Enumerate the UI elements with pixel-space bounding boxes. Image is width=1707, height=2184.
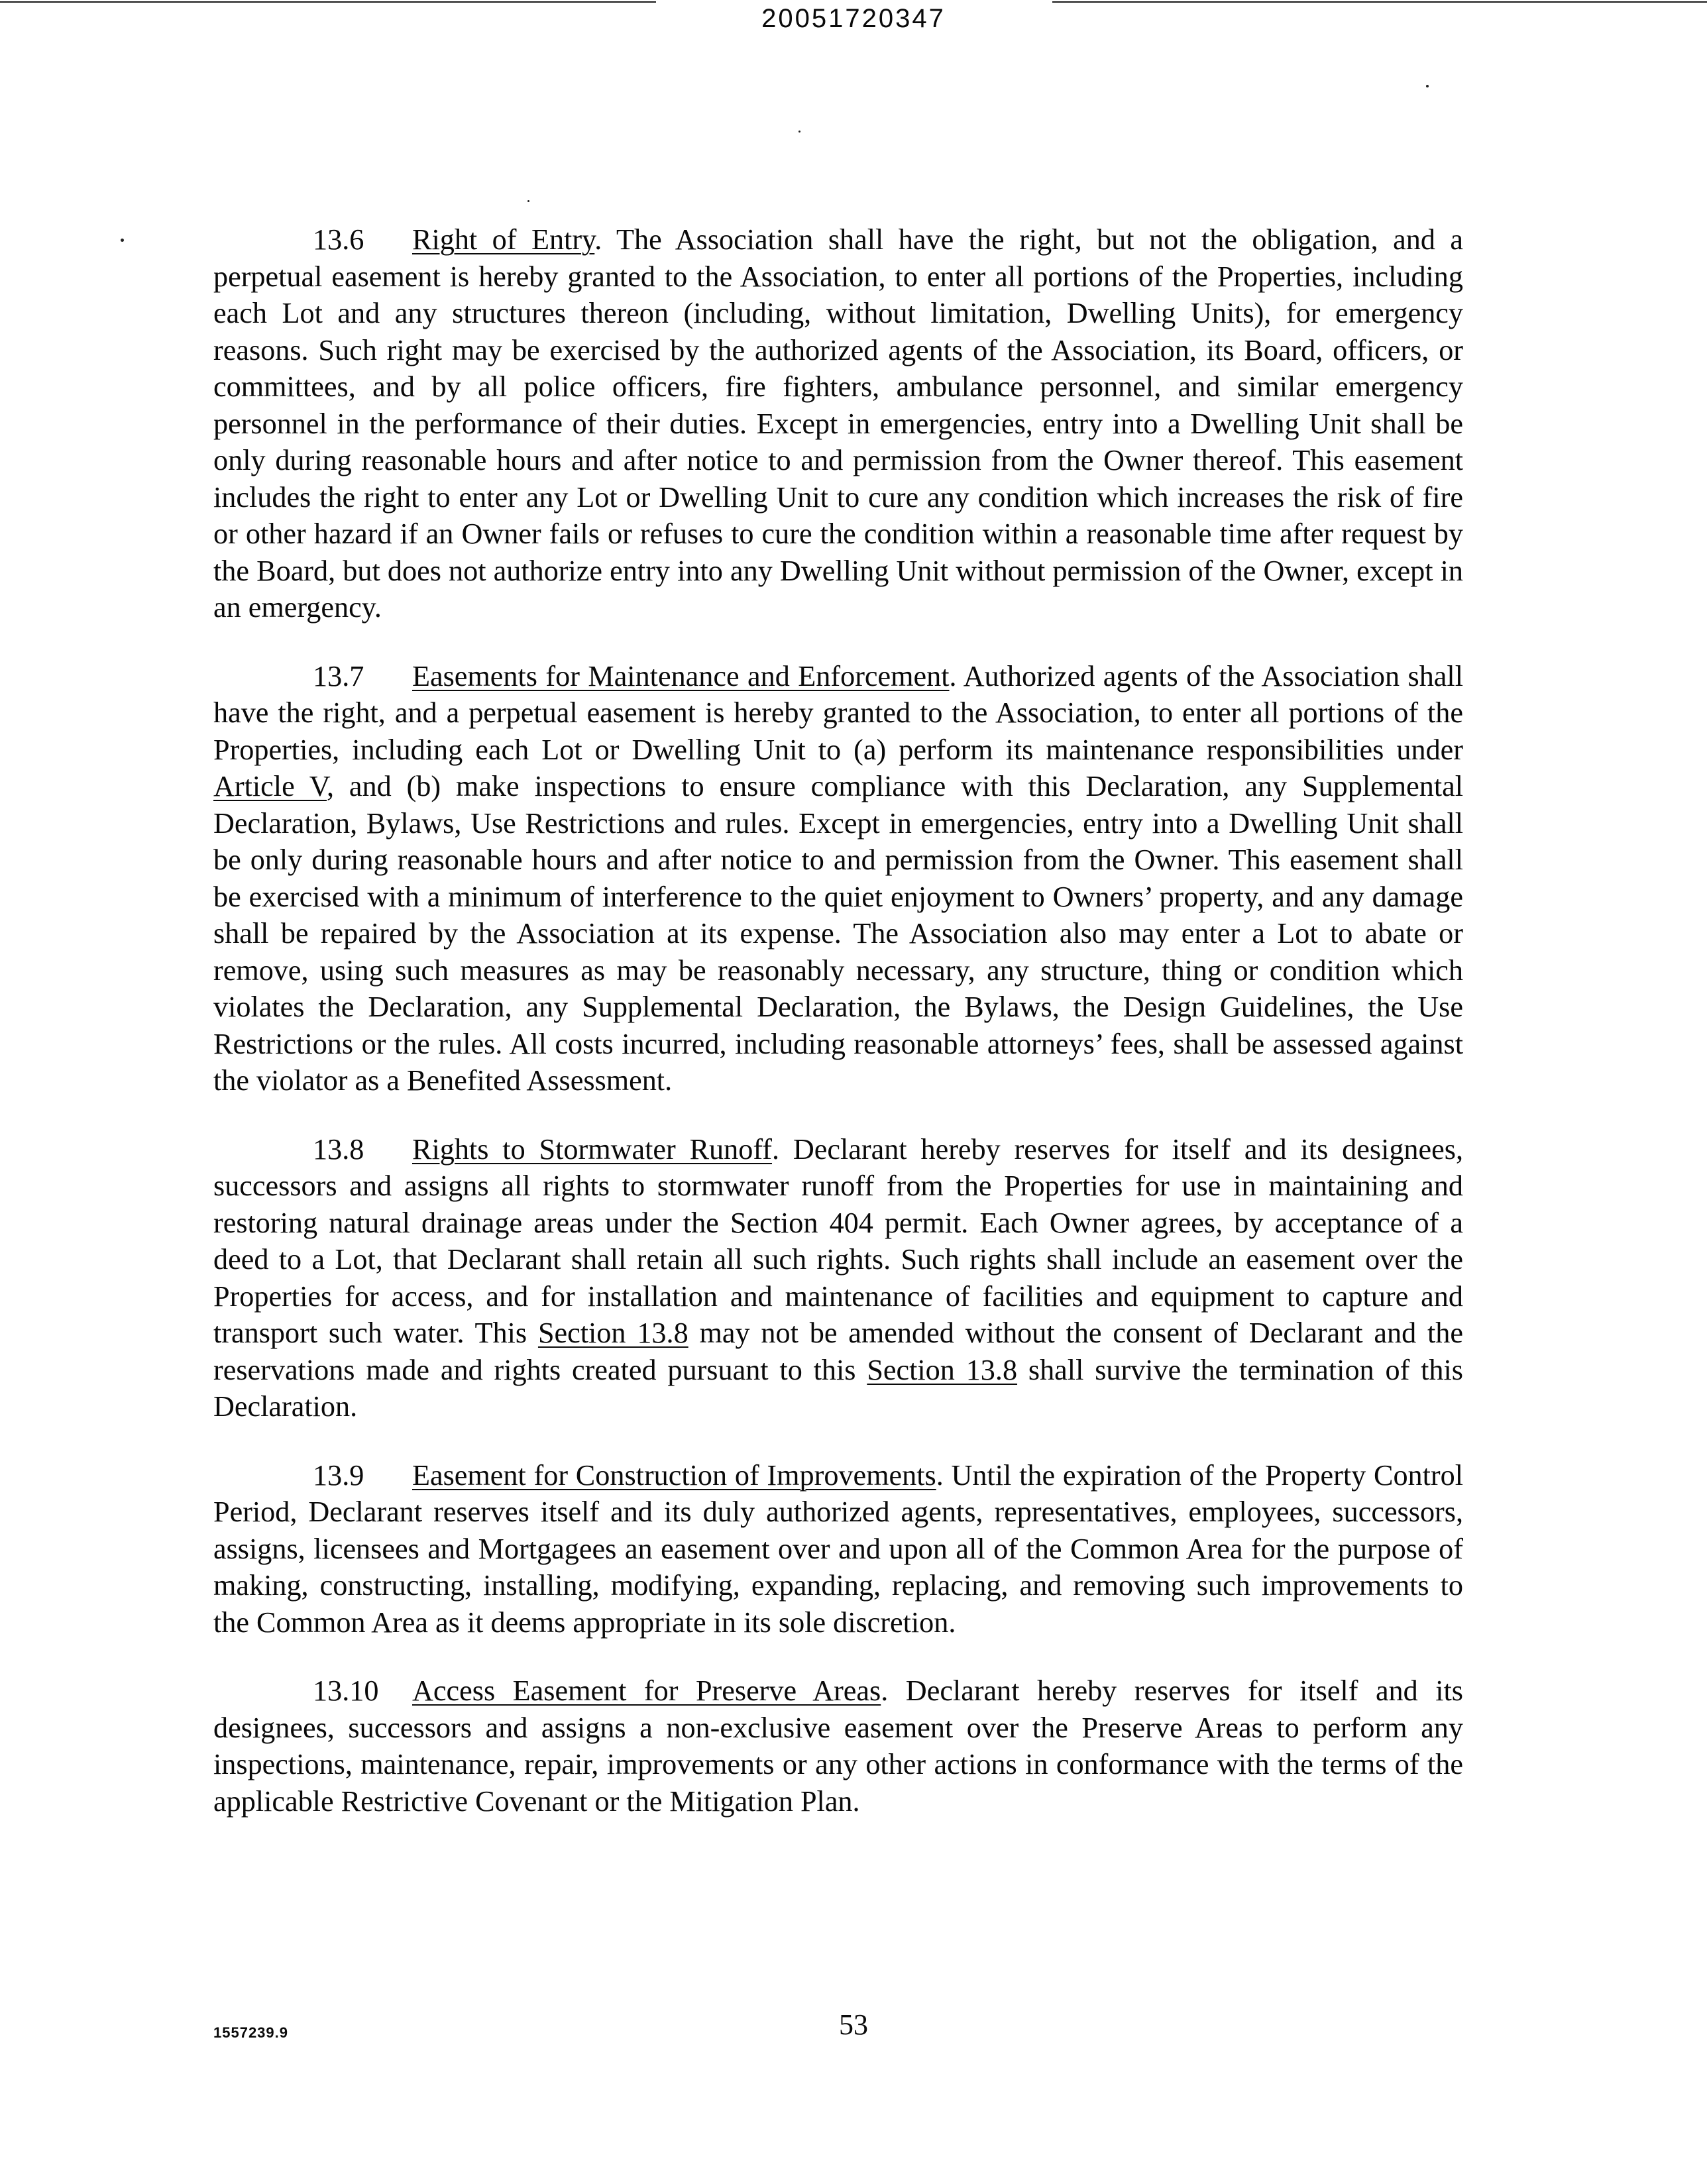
document-reference: 1557239.9	[213, 2024, 288, 2041]
scan-speck	[798, 131, 800, 133]
section-13-7	[213, 658, 1463, 1099]
page-number: 53	[839, 2008, 868, 2041]
section-text: . Declarant hereby reserves for itself and its designees, successors and assigns a non-exclusive easement over the Preserve Areas to perform any inspections, maintenance, repair, improvements or any other actions in conformance with the terms of the applicable Restrictive Covenant or the Mitigation Plan.	[213, 1674, 1464, 1818]
scan-speck	[1426, 85, 1429, 87]
section-number: 13.7	[313, 659, 364, 692]
section-number: 13.6	[313, 223, 364, 256]
document-body	[213, 221, 1463, 1851]
section-text: , and (b) make inspections to ensure compliance with this Declaration, any Supplemental Declaration, Bylaws, Use Restrictions and rules. Except in emergencies, entry into a Dwelling Unit shall be only during reasonable hours and after notice to and permission from the Owner. This easement shall be exercised with a minimum of interference to the quiet enjoyment to Owners’ property, and any damage shall be repaired by the Association at its expense. The Association also may enter a Lot to abate or remove, using such measures as may be reasonably necessary, any structure, thing or condition which violates the Declaration, any Supplemental Declaration, the Bylaws, the Design Guidelines, the Use Restrictions or the rules. All costs incurred, including reasonable attorneys’ fees, shall be assessed against the violator as a Benefited Assessment.	[213, 770, 1463, 1097]
section-number: 13.9	[313, 1458, 364, 1492]
section-text: . Until the expiration of the Property Control Period, Declarant reserves itself and its duly authorized agents, representatives, employees, successors, assigns, licensees and Mortgagees an easement over and upon all of the Common Area for the purpose of making, constructing, installing, modifying, expanding, replacing, and removing such improvements to the Common Area as it deems appropriate in its sole discretion.	[213, 1458, 1464, 1639]
section-text: shall survive the termination of this Declaration.	[213, 1353, 1463, 1423]
section-title: Easement for Construction of Improvements	[412, 1458, 936, 1492]
section-number: 13.8	[313, 1132, 364, 1166]
section-13-9	[213, 1457, 1463, 1641]
section-reference: Section 13.8	[867, 1353, 1018, 1386]
section-reference: Section 13.8	[537, 1317, 688, 1349]
scan-speck	[527, 200, 529, 202]
section-title: Rights to Stormwater Runoff	[412, 1132, 772, 1166]
section-title: Access Easement for Preserve Areas	[412, 1674, 881, 1707]
section-title: Right of Entry	[412, 223, 595, 256]
document-id: 20051720347	[761, 4, 946, 33]
section-13-6	[213, 221, 1463, 626]
section-13-8	[213, 1131, 1463, 1425]
section-text: . Declarant hereby reserves for itself and its designees, successors and assigns all rights to stormwater runoff from the Properties for use in maintaining and restoring natural drainage areas under the Section 404 permit. Each Owner agrees, by acceptance of a deed to a Lot, that Declarant shall retain all such rights. Such rights shall include an easement over the Properties for access, and for installation and maintenance of facilities and equipment to capture and transport such water. This	[213, 1132, 1463, 1349]
section-text: . The Association shall have the right, but not the obligation, and a perpetual easement is hereby granted to the Association, to enter all portions of the Properties, including each Lot and any structures thereon (including, without limitation, Dwelling Units), for emergency reasons. Such right may be exercised by the authorized agents of the Association, its Board, officers, or committees, and by all police officers, fire fighters, ambulance personnel, and similar emergency personnel in the performance of their duties. Except in emergencies, entry into a Dwelling Unit shall be only during reasonable hours and after notice to and permission from the Owner thereof. This easement includes the right to enter any Lot or Dwelling Unit to cure any condition which increases the risk of fire or other hazard if an Owner fails or refuses to cure the condition within a reasonable time after request by the Board, but does not authorize entry into any Dwelling Unit without permission of the Owner, except in an emergency.	[213, 223, 1464, 624]
section-number: 13.10	[313, 1674, 379, 1707]
scan-speck	[121, 239, 124, 242]
section-13-10	[213, 1672, 1463, 1820]
article-reference: Article V	[213, 770, 327, 802]
section-title: Easements for Maintenance and Enforcement	[412, 659, 950, 692]
section-text: may not be amended without the consent of Declarant and the reservations made and rights created pursuant to this	[213, 1317, 1463, 1386]
section-text: . Authorized agents of the Association shall have the right, and a perpetual easement is hereby granted to the Association, to enter all portions of the Properties, including each Lot or Dwelling Unit to (a) perform its maintenance responsibilities under	[213, 659, 1463, 766]
